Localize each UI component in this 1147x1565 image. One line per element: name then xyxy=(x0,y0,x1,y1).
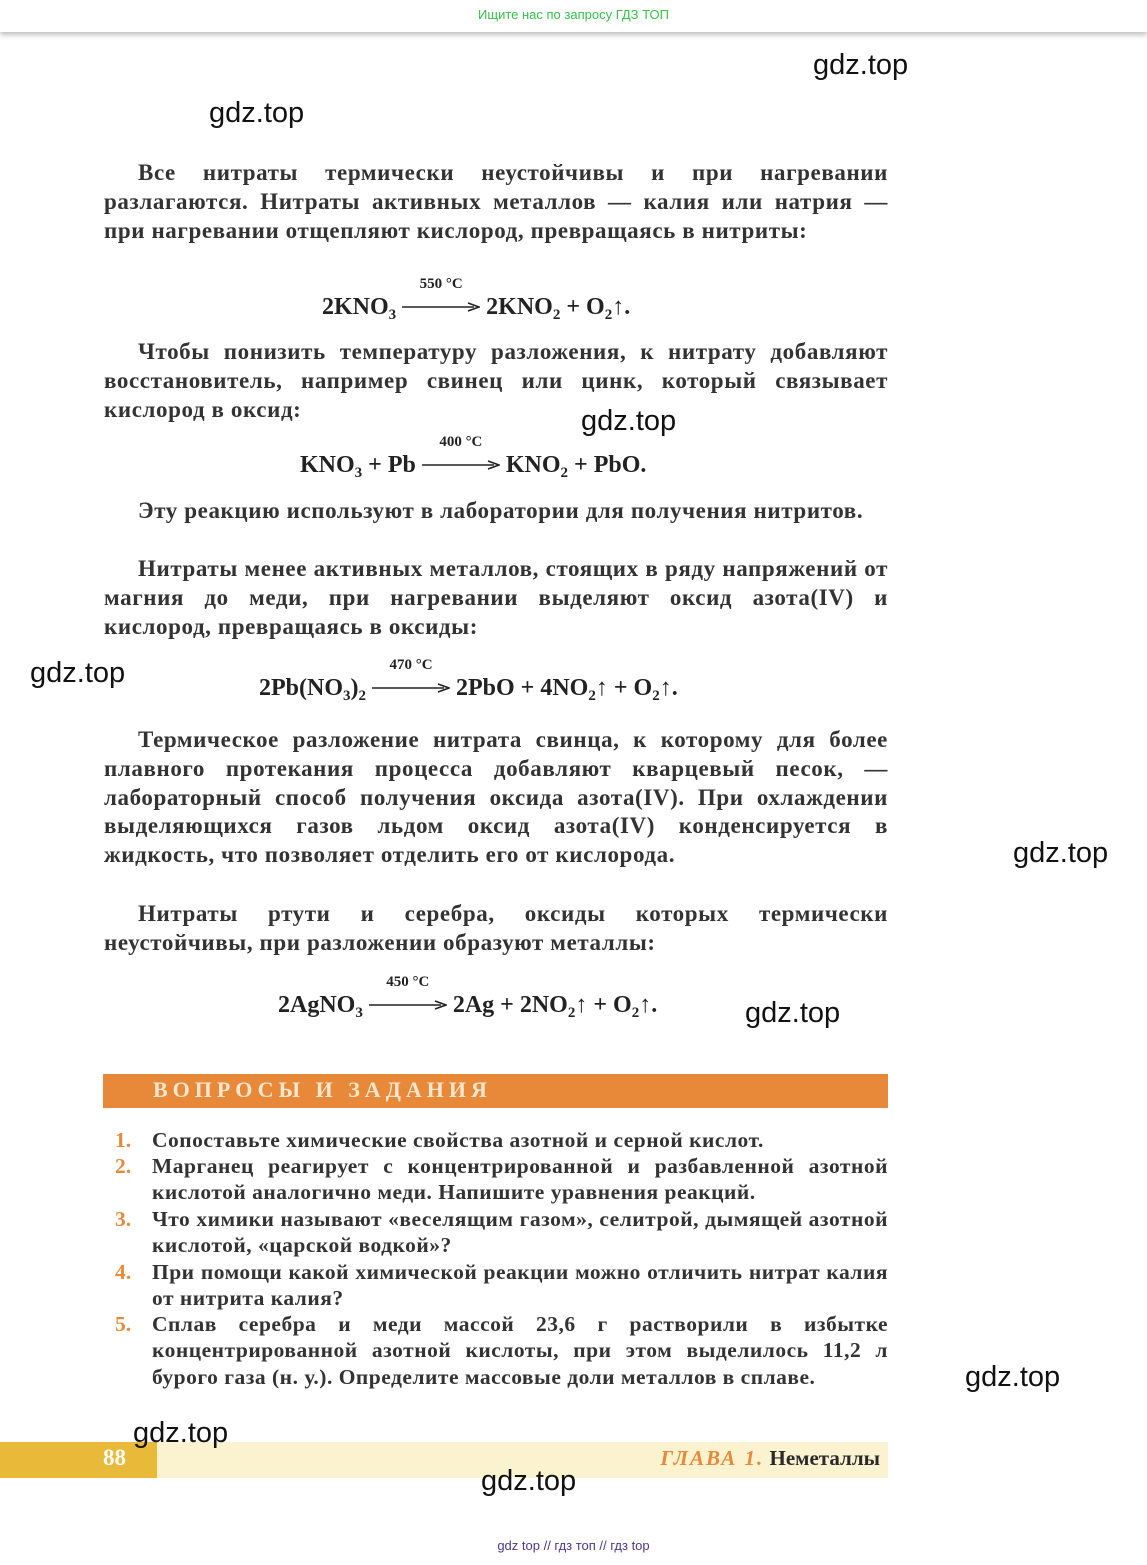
equation-1: $2KNO_3$ 550 °C $2KNO_2$ + $O_2↑$. xyxy=(322,276,631,323)
question-number: 5. xyxy=(115,1312,132,1336)
chapter-caption xyxy=(660,1446,880,1471)
watermark: gdz.top xyxy=(209,97,305,129)
paragraph: Нитраты менее активных металлов, стоящих в ряду напряжений от магния до меди, при нагревании выделяют оксид азота(IV) и кислород, превращаясь в оксиды: xyxy=(104,556,888,639)
question-item xyxy=(115,1311,888,1390)
paragraph: Все нитраты термически неустойчивы и при нагревании разлагаются. Нитраты активных металлов — калия или натрия — при нагревании отщепляют кислород, превращаясь в нитриты: xyxy=(104,160,888,243)
question-number: 3. xyxy=(115,1207,132,1231)
question-item xyxy=(115,1153,888,1206)
page-number: 88 xyxy=(103,1445,126,1470)
watermark: gdz.top xyxy=(1013,837,1109,869)
question-text: При помощи какой химической реакции можно отличить нитрат калия от нитрита калия? xyxy=(152,1260,888,1311)
question-text: Марганец реагирует с концентрированной и разбавленной азотной кислотой аналогично меди. Напишите уравнения реакций. xyxy=(152,1154,888,1205)
question-number: 4. xyxy=(115,1260,132,1284)
search-hint-link[interactable]: Ищите нас по запросу ГДЗ ТОП xyxy=(478,7,669,22)
paragraph: Термическое разложение нитрата свинца, к которому для более плавного протекания процесса добавляют кварцевый песок, — лабораторный способ получения оксида азота(IV). При охлаждении выделяющихся газов льдом оксид азота(IV) конденсируется в жидкость, что позволяет отделить его от кислорода. xyxy=(104,727,888,868)
top-banner xyxy=(0,0,1147,32)
question-item xyxy=(115,1127,888,1153)
paragraph: Эту реакцию используют в лаборатории для получения нитритов. xyxy=(138,498,864,523)
chapter-title: Неметаллы xyxy=(769,1446,880,1470)
chapter-label: ГЛАВА 1. xyxy=(660,1446,765,1470)
question-number: 1. xyxy=(115,1128,132,1152)
question-text: Сплав серебра и меди массой 23,6 г растворили в избытке концентрированной азотной кислоты, при этом выделилось 11,2 л бурого газа (н. у.). Определите массовые доли металлов в сплаве. xyxy=(152,1312,888,1389)
question-text: Сопоставьте химические свойства азотной и серной кислот. xyxy=(152,1128,764,1152)
watermark: gdz.top xyxy=(965,1361,1061,1393)
paragraph: Чтобы понизить температуру разложения, к нитрату добавляют восстановитель, например свинец или цинк, который связывает кислород в оксид: xyxy=(104,339,888,422)
question-number: 2. xyxy=(115,1154,132,1178)
question-text: Что химики называют «веселящим газом», селитрой, дымящей азотной кислотой, «царской водкой»? xyxy=(152,1207,888,1258)
paragraph: Нитраты ртути и серебра, оксиды которых термически неустойчивы, при разложении образуют металлы: xyxy=(104,901,888,955)
watermark: gdz.top xyxy=(745,997,841,1029)
watermark: gdz.top xyxy=(813,49,909,81)
watermark: gdz.top xyxy=(30,657,126,689)
watermark: gdz.top xyxy=(481,1465,577,1497)
watermark: gdz.top xyxy=(581,405,677,437)
equation-4: 2AgNO$_3$ 450 °C $2Ag + 2NO_2↑$ + $O_2↑$. xyxy=(278,974,658,1021)
watermark: gdz.top xyxy=(133,1417,229,1449)
equation-2: $KNO_3 + Pb$ 400 °C $KNO_2$ + PbO. xyxy=(300,434,647,481)
bottom-links[interactable]: gdz top // гдз топ // гдз top xyxy=(497,1538,650,1553)
question-item xyxy=(115,1259,888,1312)
equation-3: $2Pb(NO_3)_2$ 470 °C $2PbO + 4NO_2↑$ + $O_2↑$. xyxy=(259,657,678,704)
questions-header-title: ВОПРОСЫ И ЗАДАНИЯ xyxy=(153,1077,492,1102)
questions-header xyxy=(103,1074,888,1108)
question-item xyxy=(115,1206,888,1259)
